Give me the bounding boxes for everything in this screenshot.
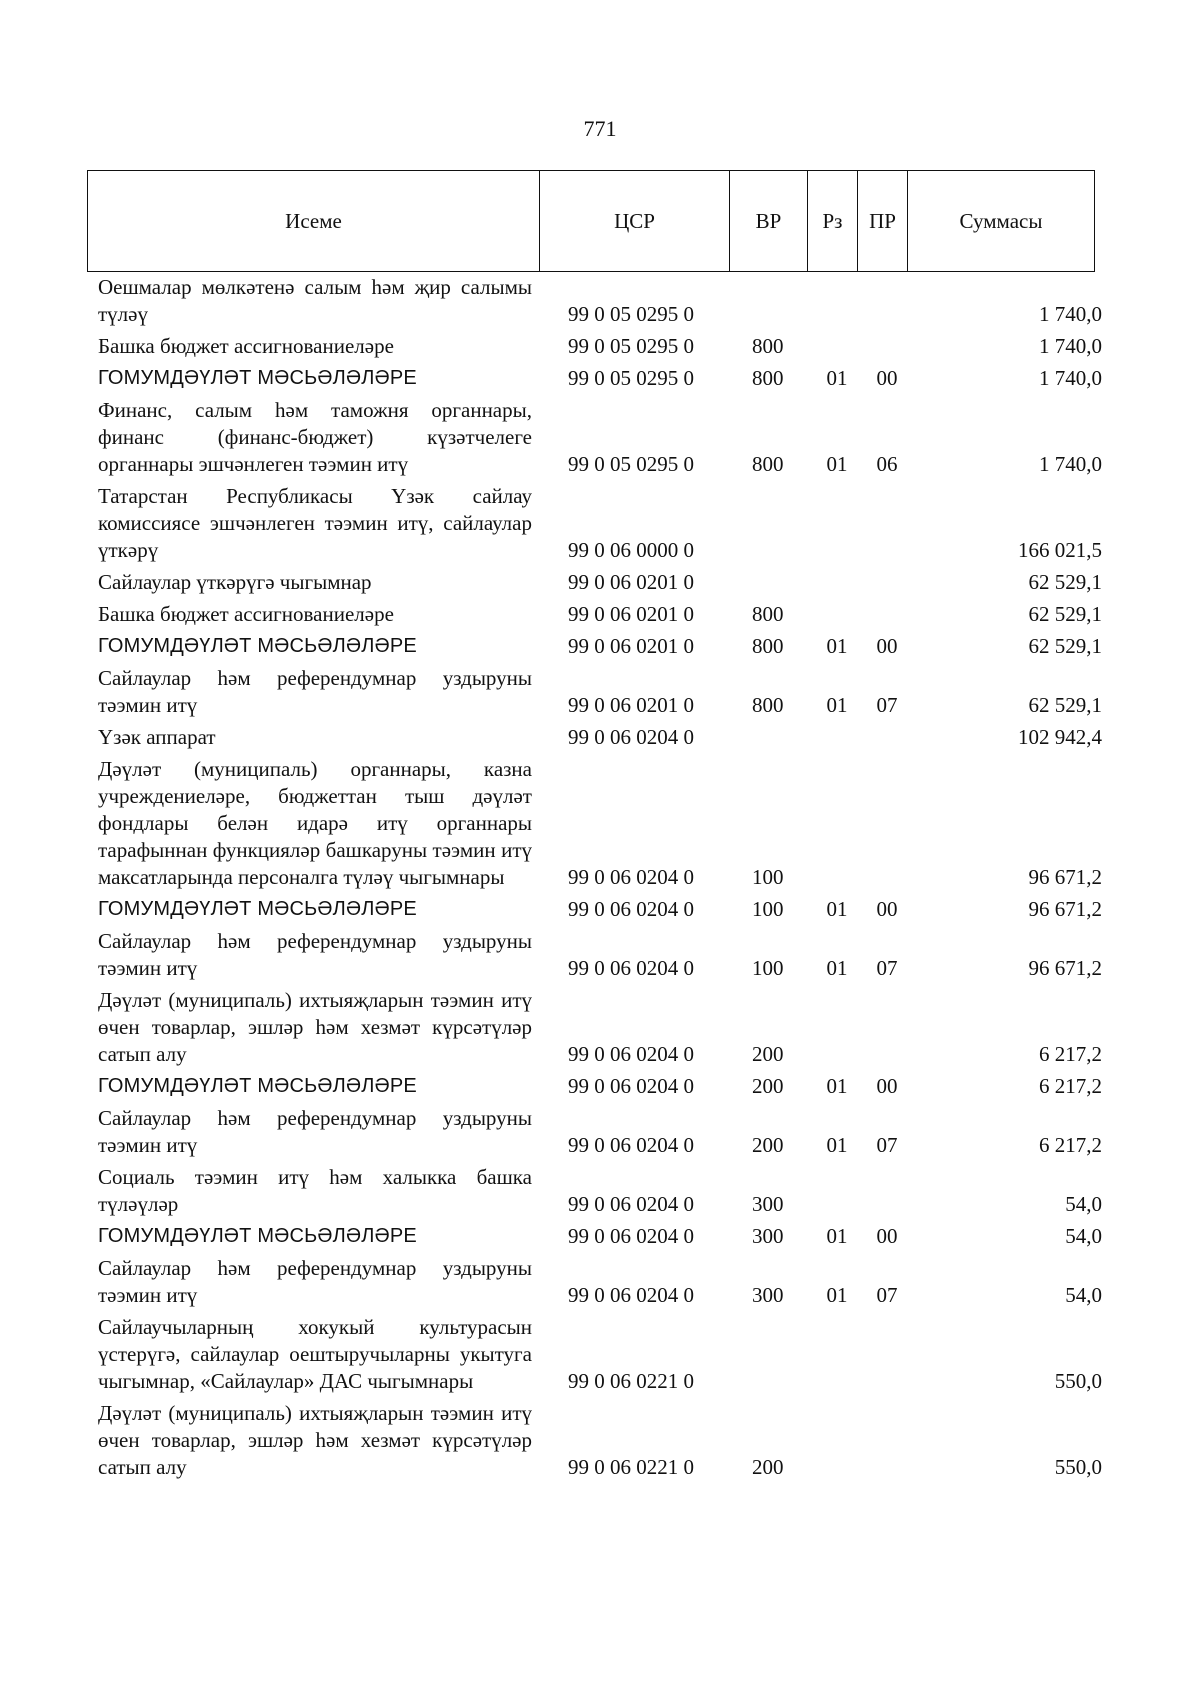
row-name: Сайлаулар һәм референдумнар уздыруны тәэмин итү — [98, 1106, 532, 1157]
row-vr: 100 — [752, 956, 784, 980]
row-rz: 01 — [826, 634, 848, 658]
row-csr: 99 0 06 0204 0 — [568, 956, 694, 980]
row-csr: 99 0 06 0204 0 — [568, 1074, 694, 1098]
row-pr: 00 — [876, 897, 898, 921]
row-pr: 07 — [876, 1283, 898, 1307]
row-pr: 07 — [876, 693, 898, 717]
row-sum: 1 740,0 — [1039, 452, 1102, 476]
table-row — [0, 1314, 1200, 1395]
row-sum: 62 529,1 — [1028, 693, 1102, 717]
row-rz: 01 — [826, 1224, 848, 1248]
row-name: ГОМУМДӘҮЛӘТ МӘСЬӘЛӘЛӘРЕ — [98, 635, 417, 657]
row-vr: 300 — [752, 1192, 784, 1216]
row-name: Башка бюджет ассигнованиеләре — [98, 334, 394, 358]
row-vr: 800 — [752, 334, 784, 358]
row-csr: 99 0 06 0204 0 — [568, 1133, 694, 1157]
table-row — [0, 756, 1200, 891]
header-rz: Рз — [808, 171, 858, 271]
row-vr: 200 — [752, 1455, 784, 1479]
table-body — [0, 274, 1200, 1486]
row-csr: 99 0 06 0204 0 — [568, 897, 694, 921]
row-sum: 62 529,1 — [1028, 634, 1102, 658]
row-name: Сайлаулар һәм референдумнар уздыруны тәэмин итү — [98, 1256, 532, 1307]
row-rz: 01 — [826, 1283, 848, 1307]
table-row — [0, 601, 1200, 628]
row-pr: 00 — [876, 366, 898, 390]
table-row — [0, 274, 1200, 328]
row-csr: 99 0 06 0204 0 — [568, 1283, 694, 1307]
row-rz: 01 — [826, 1074, 848, 1098]
row-csr: 99 0 06 0201 0 — [568, 634, 694, 658]
row-csr: 99 0 06 0204 0 — [568, 1224, 694, 1248]
row-sum: 96 671,2 — [1028, 956, 1102, 980]
row-sum: 1 740,0 — [1039, 366, 1102, 390]
header-name: Исеме — [88, 171, 540, 271]
row-name: ГОМУМДӘҮЛӘТ МӘСЬӘЛӘЛӘРЕ — [98, 367, 417, 389]
row-name: ГОМУМДӘҮЛӘТ МӘСЬӘЛӘЛӘРЕ — [98, 898, 417, 920]
row-vr: 100 — [752, 897, 784, 921]
table-row — [0, 987, 1200, 1068]
row-sum: 6 217,2 — [1039, 1133, 1102, 1157]
row-sum: 96 671,2 — [1028, 897, 1102, 921]
row-csr: 99 0 06 0204 0 — [568, 725, 694, 749]
row-rz: 01 — [826, 693, 848, 717]
row-name: ГОМУМДӘҮЛӘТ МӘСЬӘЛӘЛӘРЕ — [98, 1075, 417, 1097]
row-sum: 6 217,2 — [1039, 1074, 1102, 1098]
row-rz: 01 — [826, 366, 848, 390]
row-csr: 99 0 06 0201 0 — [568, 570, 694, 594]
row-vr: 200 — [752, 1133, 784, 1157]
row-name: Үзәк аппарат — [98, 725, 216, 749]
header-sum: Суммасы — [959, 208, 1043, 233]
row-name: Башка бюджет ассигнованиеләре — [98, 602, 394, 626]
table-row — [0, 397, 1200, 478]
table-row — [0, 1223, 1200, 1250]
row-name: Дәүләт (муниципаль) органнары, казна учреждениеләре, бюджеттан тыш дәүләт фондлары белән идарә итү органнары тарафыннан функцияләр башкаруны тәэмин итү максатларында персоналга түләү чыгымнары — [98, 757, 532, 889]
row-vr: 300 — [752, 1224, 784, 1248]
row-sum: 62 529,1 — [1028, 570, 1102, 594]
row-csr: 99 0 06 0000 0 — [568, 538, 694, 562]
row-vr: 100 — [752, 865, 784, 889]
row-name: ГОМУМДӘҮЛӘТ МӘСЬӘЛӘЛӘРЕ — [98, 1225, 417, 1247]
row-name: Оешмалар мөлкәтенә салым һәм җир салымы түләү — [98, 275, 532, 326]
header-vr: ВР — [730, 171, 808, 271]
table-row — [0, 333, 1200, 360]
row-csr: 99 0 06 0201 0 — [568, 693, 694, 717]
row-vr: 800 — [752, 693, 784, 717]
table-row — [0, 633, 1200, 660]
row-vr: 800 — [752, 452, 784, 476]
table-row — [0, 569, 1200, 596]
table-row — [0, 1105, 1200, 1159]
row-rz: 01 — [826, 452, 848, 476]
row-sum: 54,0 — [1065, 1283, 1102, 1307]
table-row — [0, 1400, 1200, 1481]
table-row — [0, 724, 1200, 751]
row-name: Татарстан Республикасы Үзәк сайлау комиссиясе эшчәнлеген тәэмин итү, сайлаулар үткәрү — [98, 484, 532, 562]
row-name: Дәүләт (муниципаль) ихтыяҗларын тәэмин итү өчен товарлар, эшләр һәм хезмәт күрсәтүләр сатып алу — [98, 1401, 532, 1479]
header-pr: ПР — [858, 171, 908, 271]
row-vr: 200 — [752, 1042, 784, 1066]
table-row — [0, 896, 1200, 923]
row-sum: 550,0 — [1054, 1369, 1102, 1393]
row-csr: 99 0 06 0221 0 — [568, 1369, 694, 1393]
table-header — [87, 170, 1095, 272]
row-name: Финанс, салым һәм таможня органнары, финанс (финанс-бюджет) күзәтчелеге органнары эшчәнлеген тәэмин итү — [98, 398, 532, 476]
table-row — [0, 1073, 1200, 1100]
table-row — [0, 365, 1200, 392]
row-csr: 99 0 05 0295 0 — [568, 334, 694, 358]
row-pr: 07 — [876, 1133, 898, 1157]
row-name: Дәүләт (муниципаль) ихтыяҗларын тәэмин итү өчен товарлар, эшләр һәм хезмәт күрсәтүләр сатып алу — [98, 988, 532, 1066]
row-name: Социаль тәэмин итү һәм халыкка башка түләүләр — [98, 1165, 532, 1216]
row-csr: 99 0 05 0295 0 — [568, 452, 694, 476]
row-pr: 06 — [876, 452, 898, 476]
row-sum: 54,0 — [1065, 1192, 1102, 1216]
row-name: Сайлаучыларның хокукый культурасын үстерүгә, сайлаулар оештыручыларны укытуга чыгымнар, «Сайлаулар» ДАС чыгымнары — [98, 1315, 532, 1393]
row-name: Сайлаулар һәм референдумнар уздыруны тәэмин итү — [98, 666, 532, 717]
row-pr: 00 — [876, 1224, 898, 1248]
page-number: 771 — [583, 116, 617, 141]
row-rz: 01 — [826, 1133, 848, 1157]
row-sum: 102 942,4 — [1018, 725, 1102, 749]
row-csr: 99 0 06 0201 0 — [568, 602, 694, 626]
table-row — [0, 1164, 1200, 1218]
table-row — [0, 1255, 1200, 1309]
row-sum: 6 217,2 — [1039, 1042, 1102, 1066]
row-sum: 550,0 — [1054, 1455, 1102, 1479]
row-name: Сайлаулар һәм референдумнар уздыруны тәэмин итү — [98, 929, 532, 980]
row-sum: 54,0 — [1065, 1224, 1102, 1248]
table-row — [0, 665, 1200, 719]
row-sum: 166 021,5 — [1018, 538, 1102, 562]
header-csr: ЦСР — [540, 171, 730, 271]
row-sum: 1 740,0 — [1039, 334, 1102, 358]
row-vr: 800 — [752, 634, 784, 658]
row-vr: 200 — [752, 1074, 784, 1098]
row-rz: 01 — [826, 956, 848, 980]
row-csr: 99 0 05 0295 0 — [568, 366, 694, 390]
row-csr: 99 0 06 0204 0 — [568, 1042, 694, 1066]
row-csr: 99 0 06 0204 0 — [568, 865, 694, 889]
row-vr: 800 — [752, 602, 784, 626]
row-pr: 07 — [876, 956, 898, 980]
row-pr: 00 — [876, 634, 898, 658]
row-csr: 99 0 06 0204 0 — [568, 1192, 694, 1216]
row-sum: 1 740,0 — [1039, 302, 1102, 326]
row-csr: 99 0 05 0295 0 — [568, 302, 694, 326]
row-vr: 300 — [752, 1283, 784, 1307]
row-name: Сайлаулар үткәрүгә чыгымнар — [98, 570, 372, 594]
row-csr: 99 0 06 0221 0 — [568, 1455, 694, 1479]
row-rz: 01 — [826, 897, 848, 921]
row-pr: 00 — [876, 1074, 898, 1098]
table-row — [0, 928, 1200, 982]
row-vr: 800 — [752, 366, 784, 390]
row-sum: 96 671,2 — [1028, 865, 1102, 889]
table-row — [0, 483, 1200, 564]
row-sum: 62 529,1 — [1028, 602, 1102, 626]
